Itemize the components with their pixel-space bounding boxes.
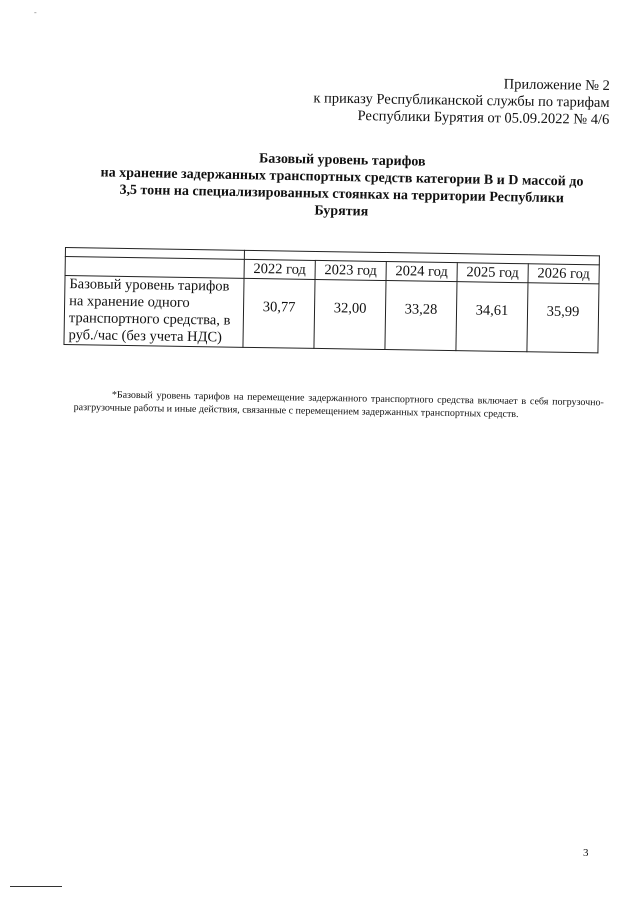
- annex-order-ref: к приказу Республиканской службы по тарифам: [313, 90, 610, 111]
- title-line-1: Базовый уровень тарифов: [258, 151, 426, 170]
- document-title: [69, 147, 615, 225]
- annex-order-date: Республики Бурятия от 05.09.2022 № 4/6: [357, 108, 610, 128]
- page-number: 3: [583, 847, 589, 859]
- tariff-value: 32,00: [314, 279, 386, 349]
- page-mark: -: [34, 8, 37, 17]
- title-line-4: Бурятия: [314, 203, 369, 220]
- tariff-table: [63, 247, 599, 353]
- tariff-value: 34,61: [456, 282, 528, 352]
- tariff-value: 35,99: [527, 283, 599, 353]
- footer-rule: [10, 886, 62, 887]
- tariff-value: 30,77: [243, 278, 315, 348]
- tariff-value: 33,28: [385, 281, 457, 351]
- year-header: 2024 год: [386, 262, 457, 282]
- title-line-2: на хранение задержанных транспортных средств категории В и D массой до: [100, 165, 584, 190]
- title-line-3: 3,5 тонн на специализированных стоянках на территории Республики: [119, 182, 564, 207]
- footnote: *Базовый уровень тарифов на перемещение задержанного транспортного средства включает в себя погрузочно-разгрузочные работы и иные действия, связанные с перемещением задержанных транспортных средств.: [73, 389, 604, 420]
- row-label: Базовый уровень тарифов на хранение одного транспортного средства, в руб./час (без учета НДС): [64, 276, 244, 348]
- year-header: 2022 год: [244, 259, 315, 279]
- year-header: 2025 год: [457, 263, 528, 283]
- annex-header: [289, 73, 610, 129]
- table-row: [64, 276, 599, 353]
- year-header: 2023 год: [315, 260, 386, 280]
- annex-number: Приложение № 2: [503, 76, 610, 94]
- year-header: 2026 год: [528, 264, 599, 284]
